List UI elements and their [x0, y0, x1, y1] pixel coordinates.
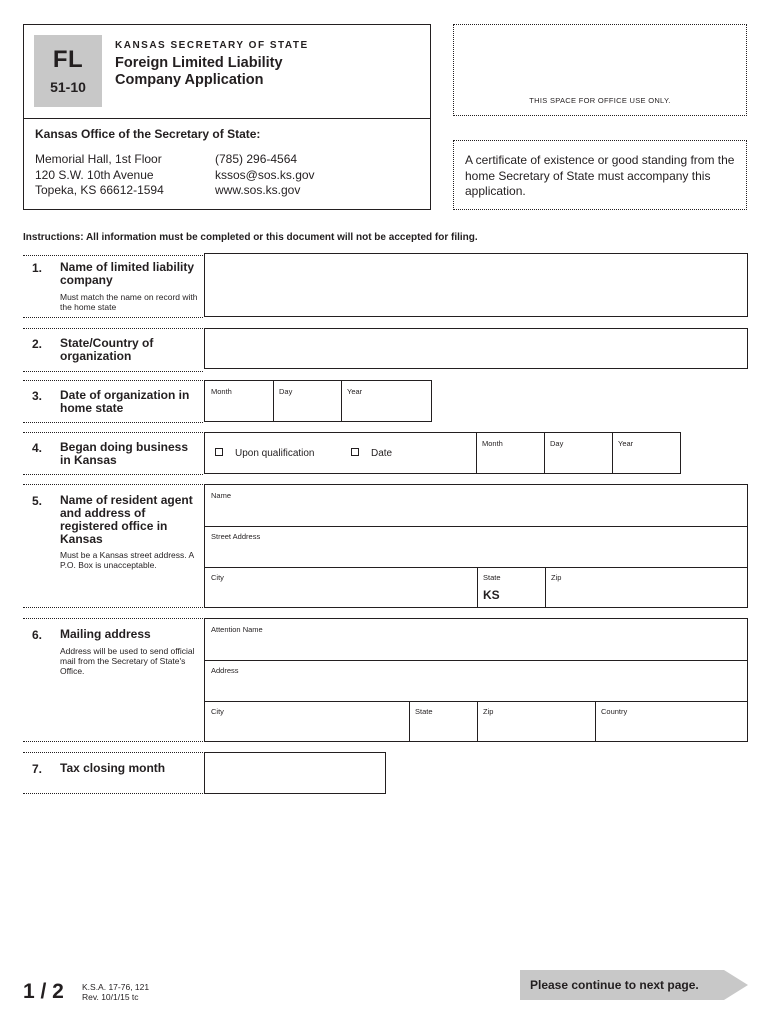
mailing-address-field [204, 618, 748, 742]
section-number: 5. [32, 494, 43, 508]
city-caption: City [211, 573, 224, 582]
office-address [35, 152, 164, 199]
office-heading: Kansas Office of the Secretary of State: [35, 127, 261, 141]
org-year-input[interactable] [341, 381, 431, 421]
state-country-input[interactable] [204, 328, 748, 369]
agent-street-input[interactable] [205, 526, 747, 567]
website-link[interactable]: www.sos.ks.gov [215, 183, 301, 197]
org-month-input[interactable] [205, 381, 273, 421]
street-caption: Street Address [211, 532, 261, 541]
section-note: Address will be used to send official mail from the Secretary of State's Office. [60, 646, 195, 676]
address-line: Topeka, KS 66612-1594 [35, 183, 164, 197]
divider [23, 317, 203, 318]
divider [23, 371, 203, 372]
office-use-box [453, 24, 747, 116]
form-code: FL [52, 46, 84, 73]
mailing-state-input[interactable] [409, 701, 477, 741]
section-label: Date of organization in home state [60, 388, 190, 415]
form-code-tab [34, 35, 102, 107]
state-caption: State [415, 707, 433, 716]
section-label: Name of limited liability company [60, 260, 195, 287]
revision: Rev. 10/1/15 tc [82, 992, 139, 1002]
address-line: 120 S.W. 10th Avenue [35, 167, 154, 182]
page-number: 1 / 2 [23, 980, 64, 1003]
certificate-note: A certificate of existence or good standing from the home Secretary of State must accompany this application. [465, 153, 735, 198]
day-caption: Day [550, 439, 564, 448]
statute-ref: K.S.A. 17-76, 121 [82, 982, 150, 992]
mailing-zip-input[interactable] [477, 701, 595, 741]
divider [23, 752, 203, 753]
header-box [23, 24, 431, 210]
mailing-country-input[interactable] [595, 701, 747, 741]
attention-caption: Attention Name [211, 625, 263, 634]
divider [23, 422, 203, 423]
section-label: Tax closing month [60, 761, 166, 775]
section-label: Name of resident agent and address of registered office in Kansas [60, 493, 193, 546]
city-caption: City [211, 707, 224, 716]
year-caption: Year [618, 439, 634, 448]
divider [23, 474, 203, 475]
section-label: State/Country of organization [60, 336, 154, 363]
organization-date-field [204, 380, 432, 422]
address-line: Memorial Hall, 1st Floor [35, 152, 162, 166]
country-caption: Country [601, 707, 628, 716]
email-link[interactable]: kssos@sos.ks.gov [215, 167, 315, 182]
began-year-input[interactable] [612, 433, 680, 473]
year-caption: Year [347, 387, 363, 396]
divider [23, 255, 203, 256]
date-checkbox[interactable] [351, 448, 359, 456]
continue-banner [520, 970, 748, 1000]
section-label: Mailing address [60, 627, 151, 641]
statute-info [82, 982, 149, 1002]
divider [23, 328, 203, 329]
agent-city-input[interactable] [205, 567, 477, 607]
form-title-line1: Foreign Limited Liability [115, 55, 283, 71]
name-caption: Name [211, 491, 232, 500]
upon-qualification-checkbox[interactable] [215, 448, 223, 456]
agent-state-input[interactable] [477, 567, 545, 607]
agent-name-input[interactable] [205, 485, 747, 526]
instructions: Instructions: All information must be completed or this document will not be accepted for filing. [23, 232, 478, 243]
month-caption: Month [482, 439, 503, 448]
tax-closing-month-input[interactable] [204, 752, 386, 794]
section-number: 7. [32, 762, 43, 776]
zip-caption: Zip [551, 573, 562, 582]
section-number: 6. [32, 628, 43, 642]
mailing-city-input[interactable] [205, 701, 409, 741]
divider [23, 618, 203, 619]
date-label: Date [371, 448, 393, 459]
agency-name: KANSAS SECRETARY OF STATE [115, 40, 309, 51]
header-top [24, 25, 430, 119]
divider [23, 607, 203, 608]
form-number: 51-10 [50, 79, 86, 95]
section-note: Must match the name on record with the home state [60, 292, 198, 312]
agent-zip-input[interactable] [545, 567, 747, 607]
section-number: 2. [32, 337, 43, 351]
business-start-field [204, 432, 681, 474]
section-number: 4. [32, 441, 43, 455]
state-value: KS [483, 588, 500, 602]
section-number: 1. [32, 261, 43, 275]
form-title-line2: Company Application [115, 72, 264, 88]
section-note: Must be a Kansas street address. A P.O. Box is unacceptable. [60, 550, 194, 570]
divider [23, 432, 203, 433]
certificate-note-box [453, 140, 747, 210]
org-day-input[interactable] [273, 381, 341, 421]
office-contact [215, 152, 315, 199]
address-caption: Address [211, 666, 239, 675]
began-month-input[interactable] [476, 433, 544, 473]
continue-label: Please continue to next page. [530, 978, 699, 992]
month-caption: Month [211, 387, 232, 396]
section-number: 3. [32, 389, 43, 403]
zip-caption: Zip [483, 707, 494, 716]
section-label: Began doing business in Kansas [60, 440, 189, 467]
attention-name-input[interactable] [205, 619, 747, 660]
divider [23, 484, 203, 485]
divider [23, 741, 203, 742]
divider [23, 380, 203, 381]
office-use-label: THIS SPACE FOR OFFICE USE ONLY. [529, 96, 671, 105]
form-title [115, 55, 415, 89]
state-caption: State [483, 573, 501, 582]
day-caption: Day [279, 387, 293, 396]
llc-name-input[interactable] [204, 253, 748, 317]
upon-qualification-label: Upon qualification [235, 448, 315, 459]
phone: (785) 296-4564 [215, 152, 298, 166]
divider [23, 793, 203, 794]
mailing-address-input[interactable] [205, 660, 747, 701]
began-day-input[interactable] [544, 433, 612, 473]
registered-agent-field [204, 484, 748, 608]
